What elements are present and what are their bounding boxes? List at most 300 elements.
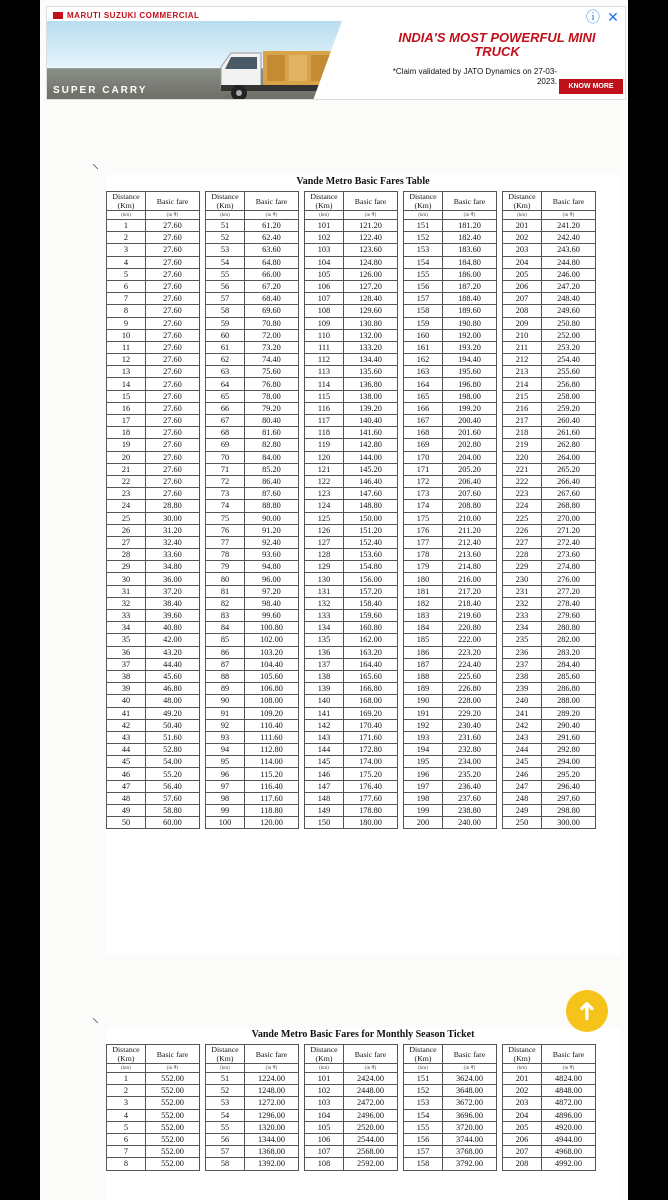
fare-cell: 236.40 [443,780,497,792]
table-row [503,719,596,731]
fare-cell: 278.40 [542,597,596,609]
distance-cell: 155 [404,268,443,280]
distance-cell: 4 [107,256,146,268]
fare-cell: 115.20 [245,768,299,780]
fare-cell: 264.00 [542,451,596,463]
table-row [206,707,299,719]
distance-cell: 196 [404,768,443,780]
distance-cell: 86 [206,646,245,658]
distance-cell: 88 [206,670,245,682]
distance-cell: 1 [107,220,146,232]
distance-cell: 91 [206,707,245,719]
distance-cell: 182 [404,597,443,609]
unit-label: (km) [107,211,146,220]
table-row [206,1073,299,1085]
table-row [305,756,398,768]
fare-cell: 61.20 [245,220,299,232]
table-row [107,585,200,597]
table-row [107,329,200,341]
table-row [107,805,200,817]
distance-cell: 83 [206,610,245,622]
distance-cell: 170 [404,451,443,463]
table-row [206,280,299,292]
fare-cell: 130.80 [344,317,398,329]
fare-cell: 196.80 [443,378,497,390]
table-row [206,1158,299,1170]
table-row [503,1158,596,1170]
fare-cell: 279.60 [542,610,596,622]
table-row [404,500,497,512]
fare-cell: 118.80 [245,805,299,817]
distance-cell: 113 [305,366,344,378]
distance-cell: 222 [503,475,542,487]
distance-cell: 163 [404,366,443,378]
distance-cell: 167 [404,415,443,427]
distance-cell: 89 [206,683,245,695]
fare-cell: 286.80 [542,683,596,695]
distance-cell: 99 [206,805,245,817]
fare-cell: 106.80 [245,683,299,695]
distance-cell: 136 [305,646,344,658]
table-row [404,524,497,536]
table-row [503,415,596,427]
distance-cell: 70 [206,451,245,463]
fare-cell: 78.00 [245,390,299,402]
fare-cell: 30.00 [146,512,200,524]
fare-cell: 2424.00 [344,1073,398,1085]
fare-cell: 249.60 [542,305,596,317]
distance-cell: 14 [107,378,146,390]
table-row [206,561,299,573]
table-row [404,683,497,695]
distance-cell: 102 [305,1085,344,1097]
table-row [206,232,299,244]
table-row [206,512,299,524]
table-row [503,670,596,682]
fare-cell: 1224.00 [245,1073,299,1085]
distance-cell: 45 [107,756,146,768]
distance-cell: 213 [503,366,542,378]
table-row [107,366,200,378]
table-row [107,683,200,695]
fare-cell: 27.60 [146,366,200,378]
table-row [305,220,398,232]
distance-cell: 56 [206,1133,245,1145]
distance-cell: 48 [107,792,146,804]
distance-cell: 185 [404,634,443,646]
fare-cell: 36.00 [146,573,200,585]
distance-cell: 205 [503,1121,542,1133]
table-row [503,610,596,622]
fare-cell: 2592.00 [344,1158,398,1170]
table-row [107,524,200,536]
distance-cell: 177 [404,536,443,548]
table-row [404,817,497,829]
table-row [503,512,596,524]
table-row [503,634,596,646]
distance-cell: 149 [305,805,344,817]
table-row [503,524,596,536]
table-row [305,658,398,670]
fare-cell: 27.60 [146,293,200,305]
unit-label: (in ₹) [245,211,299,220]
fare-cell: 32.40 [146,536,200,548]
fare-cell: 250.80 [542,317,596,329]
table-row [107,536,200,548]
fare-cell: 195.60 [443,366,497,378]
distance-cell: 11 [107,341,146,353]
table-row [206,622,299,634]
fare-cell: 56.40 [146,780,200,792]
table-row [206,390,299,402]
fare-cell: 231.60 [443,731,497,743]
table-row [206,220,299,232]
distance-cell: 119 [305,439,344,451]
distance-cell: 85 [206,634,245,646]
distance-cell: 97 [206,780,245,792]
fare-cell: 54.00 [146,756,200,768]
fare-cell: 27.60 [146,268,200,280]
fare-cell: 81.60 [245,427,299,439]
fare-cell: 117.60 [245,792,299,804]
distance-cell: 227 [503,536,542,548]
fare-cell: 192.00 [443,329,497,341]
table-row [206,756,299,768]
distance-cell: 203 [503,1097,542,1109]
distance-cell: 155 [404,1121,443,1133]
fare-cell: 156.00 [344,573,398,585]
fare-cell: 172.80 [344,744,398,756]
fare-cell: 27.60 [146,341,200,353]
fare-cell: 2496.00 [344,1109,398,1121]
table-row [503,366,596,378]
distance-cell: 148 [305,792,344,804]
distance-cell: 2 [107,232,146,244]
fare-cell: 1272.00 [245,1097,299,1109]
table-row [305,524,398,536]
distance-cell: 51 [206,1073,245,1085]
fare-cell: 100.80 [245,622,299,634]
distance-cell: 13 [107,366,146,378]
table-row [107,1109,200,1121]
fare-cell: 133.20 [344,341,398,353]
fare-cell: 4848.00 [542,1085,596,1097]
distance-cell: 152 [404,1085,443,1097]
fare-block [502,1044,596,1171]
table-row [404,707,497,719]
table-row [503,329,596,341]
table-row [107,792,200,804]
table-row [107,512,200,524]
distance-cell: 53 [206,1097,245,1109]
distance-cell: 247 [503,780,542,792]
table-row [305,451,398,463]
fare-cell: 552.00 [146,1121,200,1133]
table-row [503,744,596,756]
know-more-button[interactable]: KNOW MORE [559,79,623,94]
fare-cell: 282.00 [542,634,596,646]
table-row [305,305,398,317]
table-row [305,561,398,573]
distance-cell: 5 [107,1121,146,1133]
distance-cell: 40 [107,695,146,707]
distance-cell: 154 [404,1109,443,1121]
fare-cell: 141.60 [344,427,398,439]
arrow-up-icon: ➜ [571,1000,602,1022]
distance-cell: 25 [107,512,146,524]
column-header-fare: Basic fare [146,1045,200,1064]
table-row [503,220,596,232]
fare-block [403,191,497,829]
table-row [503,305,596,317]
table-row [404,512,497,524]
distance-cell: 157 [404,1146,443,1158]
distance-cell: 146 [305,768,344,780]
distance-cell: 117 [305,415,344,427]
fare-cell: 552.00 [146,1073,200,1085]
distance-cell: 67 [206,415,245,427]
distance-cell: 250 [503,817,542,829]
table-row [404,561,497,573]
table-row [206,256,299,268]
column-header-distance: Distance (Km) [107,1045,146,1064]
fare-cell: 88.80 [245,500,299,512]
column-header-distance: Distance (Km) [404,192,443,211]
unit-label: (km) [305,1064,344,1073]
fare-cell: 128.40 [344,293,398,305]
fare-cell: 108.00 [245,695,299,707]
unit-label: (km) [404,1064,443,1073]
fare-cell: 94.80 [245,561,299,573]
fare-cell: 158.40 [344,597,398,609]
distance-cell: 153 [404,1097,443,1109]
fare-cell: 169.20 [344,707,398,719]
table-row [305,256,398,268]
fare-cell: 171.60 [344,731,398,743]
table-row [206,268,299,280]
table-row [206,1146,299,1158]
fare-cell: 4872.00 [542,1097,596,1109]
fare-cell: 170.40 [344,719,398,731]
distance-cell: 183 [404,610,443,622]
table-title: Vande Metro Basic Fares for Monthly Season Ticket [251,1029,475,1040]
distance-cell: 8 [107,305,146,317]
fare-cell: 44.40 [146,658,200,670]
column-header-distance: Distance (Km) [503,192,542,211]
table-row [503,695,596,707]
fare-cell: 189.60 [443,305,497,317]
table-row [503,390,596,402]
fare-cell: 27.60 [146,427,200,439]
table-row [404,317,497,329]
table-row [305,415,398,427]
ad-controls [584,9,622,27]
distance-cell: 59 [206,317,245,329]
table-row [404,731,497,743]
fare-cell: 176.40 [344,780,398,792]
table-row [107,1121,200,1133]
fare-cell: 74.40 [245,354,299,366]
distance-cell: 133 [305,610,344,622]
distance-cell: 19 [107,439,146,451]
fare-cell: 27.60 [146,232,200,244]
close-icon[interactable]: ✕ [607,10,619,26]
distance-cell: 178 [404,549,443,561]
distance-cell: 87 [206,658,245,670]
table-row [503,402,596,414]
fare-cell: 27.60 [146,463,200,475]
table-row [305,232,398,244]
fare-cell: 55.20 [146,768,200,780]
pen-mark: ⸌ [92,1017,99,1032]
fare-cell: 294.00 [542,756,596,768]
table-row [305,585,398,597]
fare-cell: 91.20 [245,524,299,536]
distance-cell: 37 [107,658,146,670]
table-row [206,683,299,695]
distance-cell: 141 [305,707,344,719]
fare-cell: 3624.00 [443,1073,497,1085]
distance-cell: 32 [107,597,146,609]
fare-cell: 164.40 [344,658,398,670]
fare-block [502,191,596,829]
distance-cell: 220 [503,451,542,463]
table-row [206,658,299,670]
fare-cell: 4968.00 [542,1146,596,1158]
distance-cell: 57 [206,1146,245,1158]
table-row [107,646,200,658]
fare-cell: 238.80 [443,805,497,817]
info-icon[interactable]: ⓘ [586,10,600,26]
distance-cell: 54 [206,256,245,268]
distance-cell: 111 [305,341,344,353]
fare-cell: 214.80 [443,561,497,573]
fare-cell: 121.20 [344,220,398,232]
fare-cell: 162.00 [344,634,398,646]
distance-cell: 129 [305,561,344,573]
distance-cell: 102 [305,232,344,244]
table-row [206,427,299,439]
fare-cell: 148.80 [344,500,398,512]
distance-cell: 38 [107,670,146,682]
distance-cell: 53 [206,244,245,256]
table-row [206,341,299,353]
table-row [404,549,497,561]
column-header-fare: Basic fare [245,192,299,211]
table-row [503,658,596,670]
table-row [305,427,398,439]
fare-cell: 4824.00 [542,1073,596,1085]
table-row [404,402,497,414]
distance-cell: 145 [305,756,344,768]
fare-cell: 159.60 [344,610,398,622]
table-row [503,232,596,244]
fare-cell: 271.20 [542,524,596,536]
distance-cell: 154 [404,256,443,268]
fare-cell: 205.20 [443,463,497,475]
column-header-distance: Distance (Km) [305,1045,344,1064]
distance-cell: 164 [404,378,443,390]
table-row [404,646,497,658]
fare-cell: 204.00 [443,451,497,463]
distance-cell: 107 [305,1146,344,1158]
table-row [107,780,200,792]
fare-cell: 206.40 [443,475,497,487]
fare-cell: 247.20 [542,280,596,292]
fare-cell: 296.40 [542,780,596,792]
distance-cell: 10 [107,329,146,341]
fare-cell: 105.60 [245,670,299,682]
unit-label: (in ₹) [542,1064,596,1073]
distance-cell: 187 [404,658,443,670]
table-row [107,597,200,609]
fare-cell: 43.20 [146,646,200,658]
distance-cell: 108 [305,305,344,317]
table-row [107,670,200,682]
fare-cell: 276.00 [542,573,596,585]
distance-cell: 158 [404,1158,443,1170]
fare-cell: 261.60 [542,427,596,439]
scroll-to-top-button[interactable] [566,990,608,1032]
distance-cell: 7 [107,293,146,305]
fare-cell: 1344.00 [245,1133,299,1145]
unit-label: (km) [503,211,542,220]
fare-cell: 165.60 [344,670,398,682]
table-row [404,780,497,792]
table-row [404,695,497,707]
distance-cell: 192 [404,719,443,731]
table-row [107,232,200,244]
ad-brand: MARUTI SUZUKI COMMERCIAL [53,11,199,20]
distance-cell: 122 [305,475,344,487]
fare-cell: 63.60 [245,244,299,256]
distance-cell: 112 [305,354,344,366]
fare-cell: 220.80 [443,622,497,634]
distance-cell: 7 [107,1146,146,1158]
fare-cell: 212.40 [443,536,497,548]
distance-cell: 181 [404,585,443,597]
distance-cell: 168 [404,427,443,439]
fare-cell: 228.00 [443,695,497,707]
fare-cell: 267.60 [542,488,596,500]
distance-cell: 58 [206,1158,245,1170]
distance-cell: 52 [206,1085,245,1097]
distance-cell: 173 [404,488,443,500]
distance-cell: 101 [305,1073,344,1085]
distance-cell: 241 [503,707,542,719]
distance-cell: 233 [503,610,542,622]
distance-cell: 44 [107,744,146,756]
distance-cell: 135 [305,634,344,646]
table-row [305,512,398,524]
table-row [107,402,200,414]
ad-banner[interactable] [46,6,626,100]
table-row [503,622,596,634]
distance-cell: 6 [107,280,146,292]
distance-cell: 68 [206,427,245,439]
monthly-season-fares-table [106,1028,620,1200]
table-row [107,390,200,402]
table-row [404,427,497,439]
fare-cell: 33.60 [146,549,200,561]
fare-cell: 27.60 [146,475,200,487]
table-row [404,268,497,280]
distance-cell: 186 [404,646,443,658]
distance-cell: 202 [503,232,542,244]
table-row [503,256,596,268]
distance-cell: 217 [503,415,542,427]
table-row [107,244,200,256]
